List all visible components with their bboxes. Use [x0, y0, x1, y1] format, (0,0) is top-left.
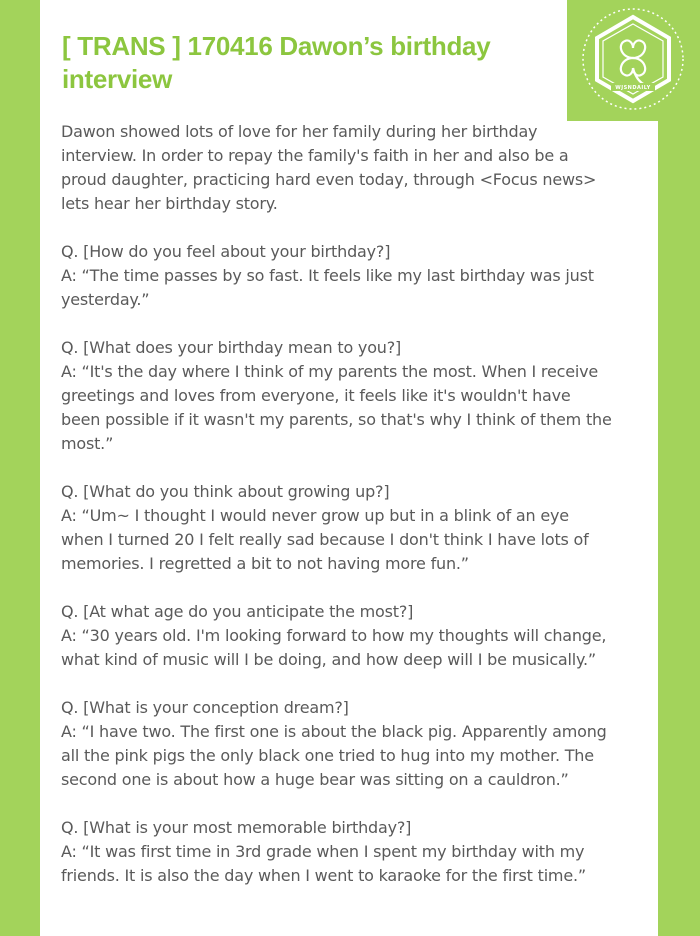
question: Q. [What do you think about growing up?] — [61, 482, 390, 501]
qa-block — [61, 240, 641, 312]
answer-line: been possible if it wasn't my parents, so that's why I think of them the — [61, 410, 612, 429]
answer-line: second one is about how a huge bear was sitting on a cauldron.” — [61, 770, 569, 789]
answer-line: friends. It is also the day when I went to karaoke for the first time.” — [61, 866, 586, 885]
qa-block — [61, 600, 641, 672]
answer-line: memories. I regretted a bit to not having more fun.” — [61, 554, 469, 573]
answer-line: yesterday.” — [61, 290, 150, 309]
intro-paragraph — [61, 120, 641, 216]
title-line-1: [ TRANS ] 170416 Dawon’s birthday — [62, 31, 491, 61]
title-line-2: interview — [62, 64, 173, 94]
brand-logo — [567, 0, 700, 121]
answer-line: A: “The time passes by so fast. It feels like my last birthday was just — [61, 266, 594, 285]
question: Q. [What is your most memorable birthday?] — [61, 818, 412, 837]
answer-line: when I turned 20 I felt really sad because I don't think I have lots of — [61, 530, 589, 549]
answer-line: A: “30 years old. I'm looking forward to how my thoughts will change, — [61, 626, 607, 645]
intro-line: interview. In order to repay the family's faith in her and also be a — [61, 146, 569, 165]
answer-line: A: “I have two. The first one is about the black pig. Apparently among — [61, 722, 607, 741]
answer-line: greetings and loves from everyone, it feels like it's wouldn't have — [61, 386, 571, 405]
intro-line: Dawon showed lots of love for her family during her birthday — [61, 122, 538, 141]
intro-line: proud daughter, practicing hard even today, through <Focus news> — [61, 170, 597, 189]
logo-text: WJSNDAILY — [615, 85, 651, 91]
qa-block — [61, 336, 641, 456]
qa-block — [61, 816, 641, 888]
question: Q. [How do you feel about your birthday?] — [61, 242, 391, 261]
qa-block — [61, 696, 641, 792]
answer-line: A: “It was first time in 3rd grade when I spent my birthday with my — [61, 842, 585, 861]
article-body — [61, 120, 641, 912]
answer-line: most.” — [61, 434, 114, 453]
question: Q. [What is your conception dream?] — [61, 698, 349, 717]
qa-block — [61, 480, 641, 576]
intro-line: lets hear her birthday story. — [61, 194, 278, 213]
four-leaf-clover-icon — [567, 0, 700, 121]
answer-line: A: “It's the day where I think of my parents the most. When I receive — [61, 362, 599, 381]
answer-line: all the pink pigs the only black one tried to hug into my mother. The — [61, 746, 594, 765]
question: Q. [What does your birthday mean to you?] — [61, 338, 402, 357]
question: Q. [At what age do you anticipate the most?] — [61, 602, 414, 621]
page-title — [62, 30, 532, 96]
answer-line: what kind of music will I be doing, and how deep will I be musically.” — [61, 650, 596, 669]
answer-line: A: “Um~ I thought I would never grow up but in a blink of an eye — [61, 506, 569, 525]
